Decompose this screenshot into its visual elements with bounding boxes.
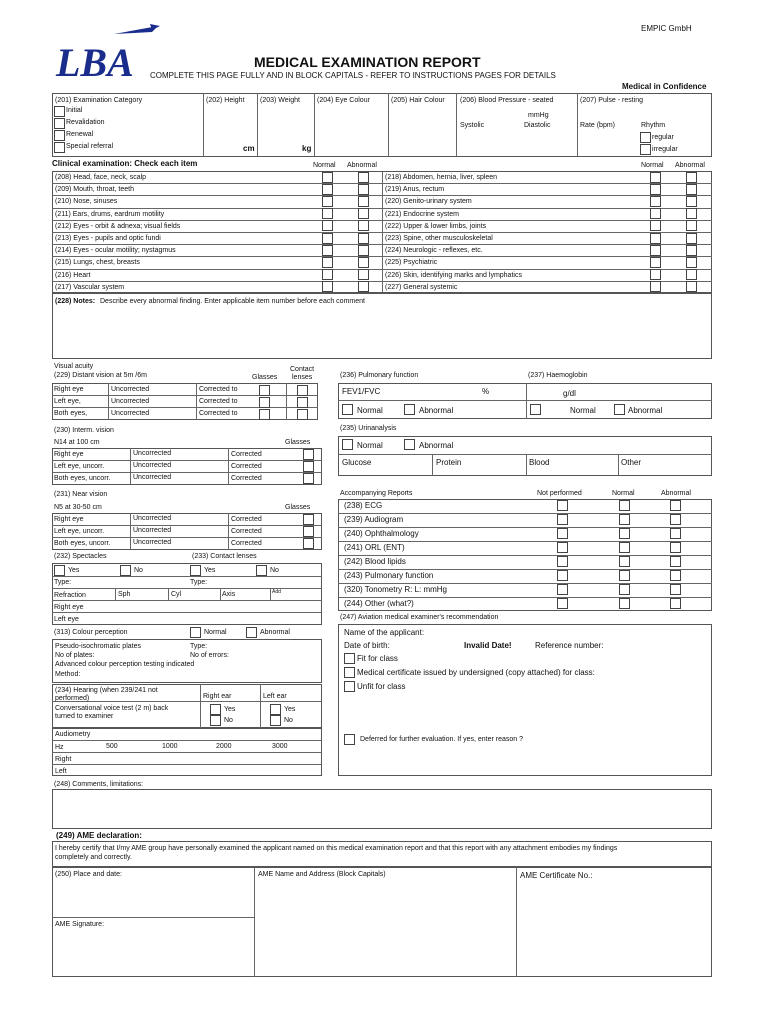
clinical-abnormal-checkbox[interactable]	[358, 245, 369, 256]
contacts-yes-label: Yes	[204, 567, 216, 574]
abnormal-col-right: Abnormal	[675, 162, 705, 169]
right-ear-no-label: No	[224, 717, 233, 724]
glasses-checkbox[interactable]	[303, 526, 314, 537]
clinical-normal-checkbox[interactable]	[650, 196, 661, 207]
clinical-item-right: (225) Psychiatric	[385, 259, 438, 267]
report-abnormal-checkbox[interactable]	[670, 570, 681, 581]
contacts-no-label: No	[270, 567, 279, 574]
uncorrected-label: Uncorrected	[133, 450, 172, 457]
clinical-abnormal-checkbox[interactable]	[686, 220, 697, 231]
pulm-abnormal-checkbox[interactable]	[404, 404, 415, 415]
clinical-item-right: (218) Abdomen, hernia, liver, spleen	[385, 174, 498, 181]
diastolic-label: Diastolic	[524, 122, 551, 129]
certificate-checkbox[interactable]	[344, 667, 355, 678]
add-label: Add	[272, 589, 281, 595]
uncorrected-label: Uncorrected	[111, 386, 150, 393]
colour-abnormal-checkbox[interactable]	[246, 627, 257, 638]
right-ear-label: Right ear	[203, 693, 232, 700]
normal-col-left: Normal	[313, 162, 336, 169]
clinical-normal-checkbox[interactable]	[322, 172, 333, 183]
clinical-abnormal-checkbox[interactable]	[358, 208, 369, 219]
ame-certificate-label: AME Certificate No.:	[520, 871, 593, 880]
clinical-abnormal-checkbox[interactable]	[686, 184, 697, 195]
corrected-to-label: Corrected to	[199, 386, 238, 393]
deferred-checkbox[interactable]	[344, 734, 355, 745]
corrected-label: Corrected	[231, 528, 262, 535]
report-item-label: (242) Blood lipids	[344, 557, 406, 566]
colour-perception-label: (313) Colour perception	[54, 629, 128, 636]
urine-table	[338, 436, 712, 476]
uncorrected-label: Uncorrected	[133, 527, 172, 534]
clinical-abnormal-checkbox[interactable]	[358, 269, 369, 280]
clinical-item-right: (222) Upper & lower limbs, joints	[385, 222, 487, 230]
interm-row-label: Right eye	[54, 451, 84, 458]
n5-label: N5 at 30-50 cm	[54, 504, 102, 511]
report-normal-checkbox[interactable]	[619, 598, 630, 609]
clinical-item-right: (220) Genito-urinary system	[385, 198, 472, 206]
clinical-abnormal-checkbox[interactable]	[358, 220, 369, 231]
clinical-normal-checkbox[interactable]	[322, 220, 333, 231]
clinical-abnormal-checkbox[interactable]	[358, 184, 369, 195]
gdl-unit: g/dl	[563, 389, 576, 398]
clinical-abnormal-checkbox[interactable]	[358, 233, 369, 244]
clinical-item-left: (214) Eyes - ocular motility; nystagmus	[55, 247, 176, 255]
freq-2000: 2000	[216, 743, 232, 750]
report-item-label: (238) ECG	[344, 501, 383, 510]
fit-checkbox[interactable]	[344, 653, 355, 664]
dob-label: Date of birth:	[344, 641, 390, 650]
declaration-label: (249) AME declaration:	[56, 831, 142, 840]
report-normal-checkbox[interactable]	[619, 556, 630, 567]
lba-logo	[54, 24, 164, 80]
not-performed-checkbox[interactable]	[557, 598, 568, 609]
contact-lenses-checkbox[interactable]	[297, 385, 308, 396]
hearing-label: (234) Hearing (when 239/241 not	[55, 687, 158, 694]
revalidation-checkbox[interactable]	[54, 118, 65, 129]
method-label: Method:	[55, 671, 81, 678]
blood-label: Blood	[529, 458, 550, 467]
urinanalysis-label: (235) Urinanalysis	[340, 425, 397, 432]
clinical-normal-checkbox[interactable]	[322, 257, 333, 268]
lenses-label: lenses	[292, 374, 313, 381]
uncorrected-label: Uncorrected	[133, 474, 172, 481]
reports-abnormal-col: Abnormal	[661, 490, 691, 497]
glasses-checkbox[interactable]	[303, 473, 314, 484]
clinical-normal-checkbox[interactable]	[322, 269, 333, 280]
initial-checkbox[interactable]	[54, 106, 65, 117]
other-label: Other	[621, 458, 642, 467]
pulm-abnormal-label: Abnormal	[419, 406, 454, 415]
advanced-testing-label: Advanced colour perception testing indicated	[55, 661, 195, 668]
fit-label: Fit for class	[357, 654, 398, 663]
report-abnormal-checkbox[interactable]	[670, 500, 681, 511]
distant-row-label: Left eye,	[54, 398, 81, 405]
report-item-label: (240) Ophthalmology	[344, 529, 419, 538]
special-referral-checkbox[interactable]	[54, 142, 65, 153]
clinical-abnormal-checkbox[interactable]	[358, 257, 369, 268]
right-ear-yes-checkbox[interactable]	[210, 704, 221, 715]
uncorrected-label: Uncorrected	[133, 515, 172, 522]
freq-1000: 1000	[162, 743, 178, 750]
left-ear-yes-label: Yes	[284, 706, 296, 713]
urine-abnormal-checkbox[interactable]	[404, 439, 415, 450]
interm-glasses-label: Glasses	[285, 439, 311, 446]
interm-vision-label: (230) Interm. vision	[54, 427, 114, 434]
report-normal-checkbox[interactable]	[619, 584, 630, 595]
comments-box[interactable]	[52, 789, 712, 829]
logo-text: LBA	[56, 40, 134, 80]
audiometry-label: Audiometry	[55, 731, 91, 738]
regular-label: regular	[652, 134, 674, 141]
report-abnormal-checkbox[interactable]	[670, 584, 681, 595]
not-performed-checkbox[interactable]	[557, 542, 568, 553]
not-performed-checkbox[interactable]	[557, 570, 568, 581]
haemo-normal-checkbox[interactable]	[530, 404, 541, 415]
uncorrected-label: Uncorrected	[111, 398, 150, 405]
haemoglobin-label: (237) Haemoglobin	[528, 372, 588, 379]
clinical-abnormal-checkbox[interactable]	[686, 172, 697, 183]
clinical-item-left: (213) Eyes - pupils and optic fundi	[55, 235, 161, 242]
uncorrected-label: Uncorrected	[133, 462, 172, 469]
right-ear-yes-label: Yes	[224, 706, 236, 713]
unfit-label: Unfit for class	[357, 682, 406, 691]
dob-value: Invalid Date!	[464, 641, 512, 650]
hearing-label-2: performed)	[55, 695, 90, 702]
glasses-checkbox[interactable]	[259, 397, 270, 408]
abnormal-col-left: Abnormal	[347, 162, 377, 169]
near-row-label: Left eye, uncorr.	[54, 528, 105, 535]
clinical-item-left: (212) Eyes - orbit & adnexa; visual fields	[55, 222, 181, 230]
spectacles-no-checkbox[interactable]	[120, 565, 131, 576]
left-ear-label: Left ear	[263, 693, 287, 700]
fev-label: FEV1/FVC	[342, 387, 381, 396]
distant-row-label: Both eyes,	[54, 410, 88, 417]
clinical-item-right: (221) Endocrine system	[385, 210, 459, 218]
clinical-item-left: (216) Heart	[55, 271, 91, 279]
corrected-label: Corrected	[231, 516, 262, 523]
refraction-label: Refraction	[54, 592, 86, 599]
clinical-normal-checkbox[interactable]	[322, 208, 333, 219]
eye-colour-label: (204) Eye Colour	[317, 97, 370, 104]
notes-text: Describe every abnormal finding. Enter applicable item number before each comment	[100, 298, 365, 305]
urine-normal-checkbox[interactable]	[342, 439, 353, 450]
spectacles-yes-checkbox[interactable]	[54, 565, 65, 576]
report-abnormal-checkbox[interactable]	[670, 556, 681, 567]
recommendation-label: (247) Aviation medical examiner's recommendation	[340, 614, 499, 621]
clinical-normal-checkbox[interactable]	[650, 184, 661, 195]
report-item-label: (320) Tonometry R: L: mmHg	[344, 585, 447, 594]
report-abnormal-checkbox[interactable]	[670, 528, 681, 539]
not-performed-checkbox[interactable]	[557, 500, 568, 511]
clinical-item-left: (215) Lungs, chest, breasts	[55, 259, 140, 267]
blood-pressure-label: (206) Blood Pressure - seated	[460, 97, 554, 104]
confidence-label: Medical in Confidence	[622, 82, 707, 91]
declaration-text-2: completely and correctly.	[55, 854, 132, 861]
clinical-normal-checkbox[interactable]	[650, 245, 661, 256]
clinical-normal-checkbox[interactable]	[650, 257, 661, 268]
contact-label: Contact	[290, 366, 315, 373]
uncorrected-label: Uncorrected	[111, 410, 150, 417]
spectacles-type-label: Type:	[54, 579, 72, 586]
clinical-abnormal-checkbox[interactable]	[358, 172, 369, 183]
weight-label: (203) Weight	[260, 97, 300, 104]
visual-acuity-label: Visual acuity	[54, 363, 94, 370]
clinical-item-right: (227) General systemic	[385, 283, 458, 291]
notes-label: (228) Notes:	[55, 298, 96, 305]
rate-label: Rate (bpm)	[580, 122, 616, 129]
revalidation-label: Revalidation	[66, 119, 105, 126]
clinical-item-left: (217) Vascular system	[55, 283, 125, 291]
report-abnormal-checkbox[interactable]	[670, 598, 681, 609]
kg-unit: kg	[302, 144, 312, 153]
clinical-abnormal-checkbox[interactable]	[686, 281, 697, 292]
contact-lenses-checkbox[interactable]	[297, 397, 308, 408]
initial-label: Initial	[66, 107, 83, 114]
spectacles-label: (232) Spectacles	[54, 553, 107, 560]
contacts-no-checkbox[interactable]	[256, 565, 267, 576]
spectacles-yes-label: Yes	[68, 567, 80, 574]
glasses-checkbox[interactable]	[303, 538, 314, 549]
pulm-normal-checkbox[interactable]	[342, 404, 353, 415]
freq-500: 500	[106, 743, 118, 750]
glasses-checkbox[interactable]	[303, 461, 314, 472]
audiometry-right-label: Right	[55, 756, 72, 763]
clinical-abnormal-checkbox[interactable]	[686, 233, 697, 244]
report-abnormal-checkbox[interactable]	[670, 542, 681, 553]
freq-3000: 3000	[272, 743, 288, 750]
clinical-abnormal-checkbox[interactable]	[358, 281, 369, 292]
clinical-normal-checkbox[interactable]	[322, 184, 333, 195]
near-row-label: Right eye	[54, 516, 84, 523]
hair-colour-label: (205) Hair Colour	[391, 97, 445, 104]
pulse-label: (207) Pulse - resting	[580, 97, 644, 104]
clinical-abnormal-checkbox[interactable]	[686, 208, 697, 219]
interm-row-label: Left eye, uncorr.	[54, 463, 105, 470]
corrected-label: Corrected	[231, 540, 262, 547]
subtitle: COMPLETE THIS PAGE FULLY AND IN BLOCK CAPITALS - REFER TO INSTRUCTIONS PAGES FOR DETAILS	[150, 71, 556, 80]
glasses-checkbox[interactable]	[303, 449, 314, 460]
hz-label: Hz	[55, 744, 64, 751]
plates-count-label: No of plates:	[55, 652, 95, 659]
spectacles-table	[52, 563, 322, 625]
interm-row-label: Both eyes, uncorr.	[54, 475, 111, 482]
pulmonary-label: (236) Pulmonary function	[340, 372, 419, 379]
protein-label: Protein	[436, 458, 462, 467]
colour-normal-label: Normal	[204, 629, 227, 636]
clinical-abnormal-checkbox[interactable]	[686, 257, 697, 268]
left-ear-no-label: No	[284, 717, 293, 724]
reports-normal-col: Normal	[612, 490, 635, 497]
company-name: EMPIC GmbH	[641, 24, 692, 33]
reports-label: Accompanying Reports	[340, 490, 413, 497]
reference-number-label: Reference number:	[535, 641, 604, 650]
spectacles-no-label: No	[134, 567, 143, 574]
report-abnormal-checkbox[interactable]	[670, 514, 681, 525]
clinical-item-left: (208) Head, face, neck, scalp	[55, 174, 147, 181]
page-title: MEDICAL EXAMINATION REPORT	[254, 54, 481, 70]
percent-unit: %	[482, 387, 490, 396]
report-normal-checkbox[interactable]	[619, 570, 630, 581]
rhythm-label: Rhythm	[641, 122, 666, 129]
clinical-abnormal-checkbox[interactable]	[686, 196, 697, 207]
not-performed-checkbox[interactable]	[557, 556, 568, 567]
haemo-abnormal-label: Abnormal	[628, 406, 663, 415]
audiometry-left-label: Left	[55, 768, 67, 775]
n14-label: N14 at 100 cm	[54, 439, 100, 446]
contact-lenses-checkbox[interactable]	[297, 409, 308, 420]
report-normal-checkbox[interactable]	[619, 514, 630, 525]
sph-label: Sph	[118, 591, 131, 598]
refraction-right-label: Right eye	[54, 604, 84, 611]
irregular-label: irregular	[652, 146, 678, 153]
clinical-item-left: (210) Nose, sinuses	[55, 198, 118, 206]
not-performed-checkbox[interactable]	[557, 584, 568, 595]
clinical-abnormal-checkbox[interactable]	[358, 196, 369, 207]
place-date-label: (250) Place and date:	[55, 871, 122, 878]
clinical-heading: Clinical examination: Check each item	[52, 159, 198, 168]
mmhg-unit: mmHg	[528, 112, 549, 119]
corrected-label: Corrected	[231, 451, 262, 458]
systolic-label: Systolic	[460, 122, 485, 129]
exam-category-label: (201) Examination Category	[55, 97, 143, 104]
colour-abnormal-label: Abnormal	[260, 629, 290, 636]
declaration-text: I hereby certify that I/my AME group have personally examined the applicant named on this medical examination report and that this report with any attachment embodies my findings	[55, 845, 618, 852]
clinical-normal-checkbox[interactable]	[322, 281, 333, 292]
urine-normal-label: Normal	[357, 441, 383, 450]
comments-label: (248) Comments, limitations:	[54, 781, 144, 788]
clinical-item-left: (209) Mouth, throat, teeth	[55, 186, 134, 194]
colour-normal-checkbox[interactable]	[190, 627, 201, 638]
glasses-checkbox[interactable]	[259, 409, 270, 420]
urine-abnormal-label: Abnormal	[419, 441, 454, 450]
cyl-label: Cyl	[171, 591, 182, 598]
distant-vision-table	[52, 383, 318, 420]
axis-label: Axis	[222, 591, 236, 598]
clinical-item-right: (219) Anus, rectum	[385, 186, 445, 194]
clinical-normal-checkbox[interactable]	[322, 245, 333, 256]
ame-name-label: AME Name and Address (Block Capitals)	[258, 871, 386, 878]
corrected-to-label: Corrected to	[199, 410, 238, 417]
clinical-normal-checkbox[interactable]	[650, 269, 661, 280]
clinical-item-right: (224) Neurologic - reflexes, etc.	[385, 247, 483, 255]
haemo-normal-label: Normal	[570, 406, 596, 415]
left-ear-no-checkbox[interactable]	[270, 715, 281, 726]
glasses-label: Glasses	[252, 374, 278, 381]
renewal-checkbox[interactable]	[54, 130, 65, 141]
left-ear-yes-checkbox[interactable]	[270, 704, 281, 715]
not-performed-col: Not performed	[537, 490, 582, 497]
colour-type-label: Type:	[190, 643, 208, 650]
glasses-checkbox[interactable]	[259, 385, 270, 396]
unfit-checkbox[interactable]	[344, 681, 355, 692]
clinical-normal-checkbox[interactable]	[322, 233, 333, 244]
clinical-abnormal-checkbox[interactable]	[686, 269, 697, 280]
clinical-normal-checkbox[interactable]	[322, 196, 333, 207]
applicant-name-label: Name of the applicant:	[344, 628, 425, 637]
pseudo-plates-label: Pseudo-isochromatic plates	[55, 643, 141, 650]
not-performed-checkbox[interactable]	[557, 514, 568, 525]
clinical-normal-checkbox[interactable]	[650, 220, 661, 231]
haemo-abnormal-checkbox[interactable]	[614, 404, 625, 415]
uncorrected-label: Uncorrected	[133, 539, 172, 546]
report-item-label: (244) Other (what?)	[344, 599, 414, 608]
deferred-label: Deferred for further evaluation. If yes, enter reason ?	[360, 736, 524, 743]
conversational-voice-label: Conversational voice test (2 m) back	[55, 705, 169, 712]
near-vision-label: (231) Near vision	[54, 491, 108, 498]
refraction-left-label: Left eye	[54, 616, 79, 623]
clinical-normal-checkbox[interactable]	[650, 281, 661, 292]
contacts-yes-checkbox[interactable]	[190, 565, 201, 576]
renewal-label: Renewal	[66, 131, 94, 138]
clinical-normal-checkbox[interactable]	[650, 208, 661, 219]
clinical-item-right: (226) Skin, identifying marks and lymphatics	[385, 271, 522, 279]
cm-unit: cm	[243, 144, 255, 153]
glasses-checkbox[interactable]	[303, 514, 314, 525]
near-glasses-label: Glasses	[285, 504, 311, 511]
report-normal-checkbox[interactable]	[619, 542, 630, 553]
conversational-voice-label-2: turned to examiner	[55, 713, 114, 720]
errors-count-label: No of errors:	[190, 652, 229, 659]
contacts-type-label: Type:	[190, 579, 208, 586]
clinical-item-left: (211) Ears, drums, eardrum motility	[55, 210, 165, 218]
distant-row-label: Right eye	[54, 386, 84, 393]
special-referral-label: Special referral	[66, 143, 114, 150]
height-label: (202) Height	[206, 97, 245, 104]
report-item-label: (239) Audiogram	[344, 515, 404, 524]
corrected-label: Corrected	[231, 475, 262, 482]
report-normal-checkbox[interactable]	[619, 500, 630, 511]
right-ear-no-checkbox[interactable]	[210, 715, 221, 726]
certificate-label: Medical certificate issued by undersigned (copy attached) for class:	[357, 668, 595, 677]
clinical-normal-checkbox[interactable]	[650, 233, 661, 244]
clinical-item-right: (223) Spine, other musculoskeletal	[385, 235, 493, 242]
distant-vision-label: (229) Distant vision at 5m /6m	[54, 372, 147, 379]
report-item-label: (241) ORL (ENT)	[344, 543, 405, 552]
not-performed-checkbox[interactable]	[557, 528, 568, 539]
report-normal-checkbox[interactable]	[619, 528, 630, 539]
regular-checkbox[interactable]	[640, 132, 651, 143]
report-item-label: (243) Pulmonary function	[344, 571, 434, 580]
pulm-normal-label: Normal	[357, 406, 383, 415]
recommendation-box	[338, 624, 712, 776]
glucose-label: Glucose	[342, 458, 372, 467]
near-row-label: Both eyes, uncorr.	[54, 540, 111, 547]
normal-col-right: Normal	[641, 162, 664, 169]
irregular-checkbox[interactable]	[640, 144, 651, 155]
ame-box	[52, 867, 712, 977]
ame-signature-label: AME Signature:	[55, 921, 105, 928]
contact-lenses-label: (233) Contact lenses	[192, 553, 257, 560]
clinical-normal-checkbox[interactable]	[650, 172, 661, 183]
corrected-label: Corrected	[231, 463, 262, 470]
clinical-abnormal-checkbox[interactable]	[686, 245, 697, 256]
corrected-to-label: Corrected to	[199, 398, 238, 405]
